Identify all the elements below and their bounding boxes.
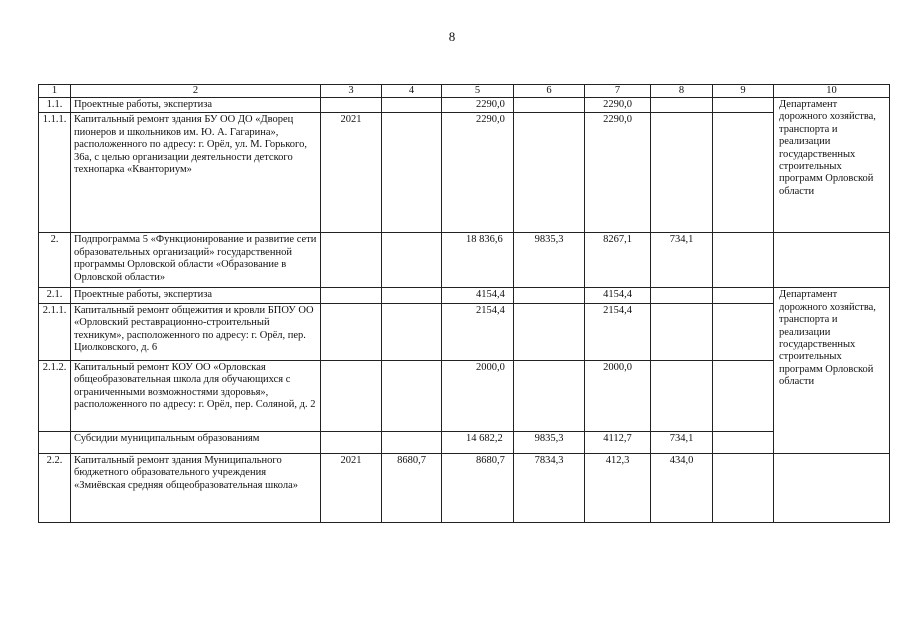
row-col9 [713,360,774,431]
header-cell: 10 [774,85,890,98]
header-cell: 3 [321,85,382,98]
row-col7: 2290,0 [585,98,651,113]
row-cost [382,360,442,431]
header-cell: 6 [514,85,585,98]
row-col6: 9835,3 [514,233,585,288]
row-col8 [651,98,713,113]
row-col7: 2000,0 [585,360,651,431]
row-col7: 2290,0 [585,113,651,233]
row-year [321,360,382,431]
row-cost [382,233,442,288]
row-code [39,431,71,453]
row-name: Проектные работы, экспертиза [71,98,321,113]
row-col8 [651,303,713,360]
table-row [39,303,890,360]
responsible-empty [774,233,890,288]
table-row [39,453,890,522]
row-cost: 8680,7 [382,453,442,522]
header-cell: 7 [585,85,651,98]
row-col9 [713,98,774,113]
table-row [39,113,890,233]
row-col9 [713,431,774,453]
row-code: 2.1. [39,288,71,303]
program-table [38,84,890,523]
row-col6: 9835,3 [514,431,585,453]
row-cost [382,288,442,303]
row-code: 2.2. [39,453,71,522]
row-year [321,303,382,360]
row-cost [382,303,442,360]
row-name: Подпрограмма 5 «Функционирование и развитие сети образовательных организаций» государственной программы Орловской области «Образование в Орловской области» [71,233,321,288]
row-col6 [514,288,585,303]
row-col7: 8267,1 [585,233,651,288]
row-col8: 734,1 [651,431,713,453]
table-row [39,98,890,113]
row-col7: 2154,4 [585,303,651,360]
header-cell: 4 [382,85,442,98]
row-col7: 4112,7 [585,431,651,453]
row-cost [382,98,442,113]
row-col8: 434,0 [651,453,713,522]
row-total: 2000,0 [442,360,514,431]
table-row [39,233,890,288]
header-cell: 5 [442,85,514,98]
row-col6: 7834,3 [514,453,585,522]
row-year [321,431,382,453]
row-total: 14 682,2 [442,431,514,453]
row-cost [382,431,442,453]
row-col7: 4154,4 [585,288,651,303]
row-total: 2290,0 [442,98,514,113]
row-total: 2290,0 [442,113,514,233]
row-col6 [514,360,585,431]
row-col8 [651,113,713,233]
row-year [321,233,382,288]
row-col9 [713,303,774,360]
row-name: Капитальный ремонт здания БУ ОО ДО «Дворец пионеров и школьников им. Ю. А. Гагарина», расположенного по адресу: г. Орёл, ул. М. Горького, 36а, с целью организации деятельности детского технопарка «Кванториум» [71,113,321,233]
responsible-empty [774,453,890,522]
row-total: 18 836,6 [442,233,514,288]
row-code: 1.1. [39,98,71,113]
row-name: Капитальный ремонт здания Муниципального бюджетного образовательного учреждения «Змиёвская средняя общеобразовательная школа» [71,453,321,522]
row-total: 8680,7 [442,453,514,522]
row-name: Капитальный ремонт общежития и кровли БПОУ ОО «Орловский реставрационно-строительный техникум», расположенного по адресу: г. Орёл, пер. Циолковского, д. 6 [71,303,321,360]
row-total: 4154,4 [442,288,514,303]
row-cost [382,113,442,233]
row-col7: 412,3 [585,453,651,522]
row-col9 [713,113,774,233]
table-row [39,431,890,453]
table-row [39,360,890,431]
row-year [321,98,382,113]
row-col6 [514,303,585,360]
row-col6 [514,113,585,233]
row-code: 2.1.2. [39,360,71,431]
row-col9 [713,453,774,522]
header-cell: 1 [39,85,71,98]
row-col9 [713,288,774,303]
row-name: Капитальный ремонт КОУ ОО «Орловская общеобразовательная школа для обучающихся с ограниченными возможностями здоровья», расположенного по адресу: г. Орёл, пер. Соляной, д. 2 [71,360,321,431]
row-code: 2. [39,233,71,288]
row-col8: 734,1 [651,233,713,288]
header-cell: 9 [713,85,774,98]
header-row [39,85,890,98]
row-year [321,288,382,303]
row-col8 [651,288,713,303]
responsible-department: Департамент дорожного хозяйства, транспорта и реализации государственных строительных программ Орловской области [774,288,890,453]
row-total: 2154,4 [442,303,514,360]
responsible-department: Департамент дорожного хозяйства, транспорта и реализации государственных строительных программ Орловской области [774,98,890,233]
row-year: 2021 [321,113,382,233]
row-col8 [651,360,713,431]
header-cell: 2 [71,85,321,98]
page-number: 8 [448,29,456,44]
row-name: Проектные работы, экспертиза [71,288,321,303]
row-col6 [514,98,585,113]
row-year: 2021 [321,453,382,522]
row-name: Субсидии муниципальным образованиям [71,431,321,453]
table-row [39,288,890,303]
row-code: 1.1.1. [39,113,71,233]
row-col9 [713,233,774,288]
header-cell: 8 [651,85,713,98]
row-code: 2.1.1. [39,303,71,360]
